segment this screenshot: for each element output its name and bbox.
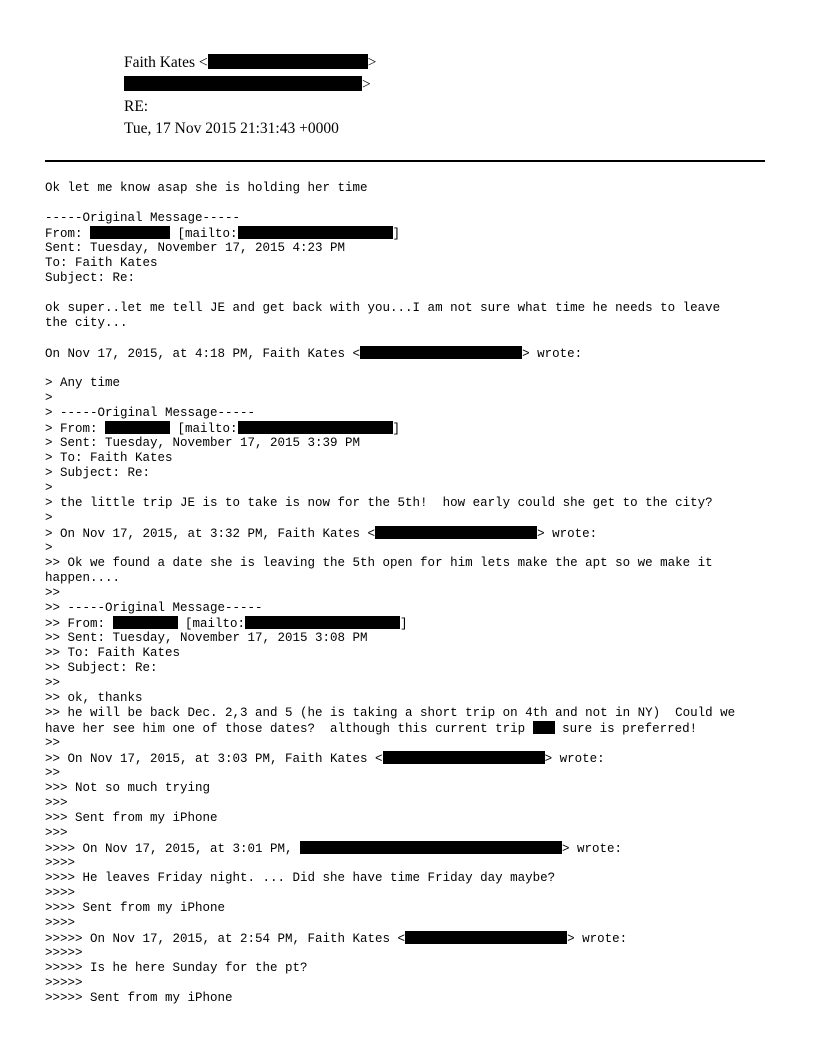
redaction-box bbox=[238, 226, 393, 239]
line-text: ] bbox=[400, 617, 408, 631]
line-text: > wrote: bbox=[544, 752, 605, 766]
subject-value: RE: bbox=[124, 98, 149, 115]
line-text: >>>>> On Nov 17, 2015, at 2:54 PM, Faith Kates < bbox=[45, 932, 406, 946]
redaction-box bbox=[90, 226, 170, 239]
body-line bbox=[45, 346, 775, 361]
line-text: ] bbox=[392, 422, 401, 436]
body-line bbox=[45, 616, 775, 631]
body-line: Sent: Tuesday, November 17, 2015 4:23 PM bbox=[45, 241, 346, 255]
line-text: > wrote: bbox=[567, 932, 628, 946]
body-line: >>>> bbox=[45, 856, 76, 870]
body-line: >>> Not so much trying bbox=[45, 781, 211, 795]
body-line: > Any time bbox=[45, 376, 121, 390]
body-line: >>>> He leaves Friday night. ... Did she have time Friday day maybe? bbox=[45, 871, 556, 885]
line-text: On Nov 17, 2015, at 4:18 PM, Faith Kates < bbox=[45, 347, 361, 361]
from-close: > bbox=[367, 54, 377, 71]
body-line: > To: Faith Kates bbox=[45, 451, 173, 465]
body-line: >>>>> bbox=[45, 946, 83, 960]
body-line: the city... bbox=[45, 316, 128, 330]
body-line: >>>>> bbox=[45, 976, 83, 990]
body-line bbox=[45, 526, 775, 541]
body-line: > -----Original Message----- bbox=[45, 406, 256, 420]
to-close: > bbox=[362, 76, 371, 93]
blank-line bbox=[45, 286, 775, 301]
line-text: > On Nov 17, 2015, at 3:32 PM, Faith Kates < bbox=[45, 527, 376, 541]
from-value bbox=[124, 52, 376, 74]
redaction-box bbox=[238, 421, 393, 434]
redaction-box bbox=[533, 721, 555, 734]
redaction-box bbox=[245, 616, 400, 629]
redaction-box bbox=[124, 76, 362, 91]
body-line: >> bbox=[45, 766, 61, 780]
blank-line bbox=[45, 196, 775, 211]
redaction-box bbox=[300, 841, 562, 854]
line-text: >> From: bbox=[45, 617, 113, 631]
line-text: > wrote: bbox=[562, 842, 623, 856]
body-line: > bbox=[45, 481, 53, 495]
email-body bbox=[45, 181, 775, 1006]
from-name: Faith Kates < bbox=[124, 54, 208, 71]
body-line: > the little trip JE is to take is now for the 5th! how early could she get to the city? bbox=[45, 496, 713, 510]
line-text: sure is preferred! bbox=[554, 722, 698, 736]
body-line: > bbox=[45, 541, 53, 555]
line-text: ] bbox=[392, 227, 401, 241]
redaction-box bbox=[208, 54, 368, 69]
body-line: >> bbox=[45, 586, 61, 600]
line-text: >> On Nov 17, 2015, at 3:03 PM, Faith Kates < bbox=[45, 752, 383, 766]
line-text: [mailto: bbox=[170, 227, 238, 241]
body-line: -----Original Message----- bbox=[45, 211, 241, 225]
body-line: >>>>> Is he here Sunday for the pt? bbox=[45, 961, 308, 975]
body-line: >> Ok we found a date she is leaving the 5th open for him lets make the apt so we make it bbox=[45, 556, 713, 570]
redaction-box bbox=[105, 421, 170, 434]
body-line bbox=[45, 931, 775, 946]
line-text: [mailto: bbox=[170, 422, 238, 436]
body-line: >>> Sent from my iPhone bbox=[45, 811, 218, 825]
line-text: >>>> On Nov 17, 2015, at 3:01 PM, bbox=[45, 842, 301, 856]
body-line: >> bbox=[45, 676, 61, 690]
header-divider bbox=[45, 160, 765, 162]
body-line bbox=[45, 421, 775, 436]
body-line: Subject: Re: bbox=[45, 271, 136, 285]
body-line: happen.... bbox=[45, 571, 121, 585]
body-line bbox=[45, 751, 775, 766]
line-text: > wrote: bbox=[522, 347, 583, 361]
redaction-box bbox=[405, 931, 567, 944]
body-line: >> -----Original Message----- bbox=[45, 601, 263, 615]
body-line: >> Subject: Re: bbox=[45, 661, 158, 675]
body-line: >>> bbox=[45, 826, 68, 840]
body-line bbox=[45, 841, 775, 856]
body-line: >> ok, thanks bbox=[45, 691, 143, 705]
body-line: >> he will be back Dec. 2,3 and 5 (he is taking a short trip on 4th and not in NY) Could we bbox=[45, 706, 736, 720]
date-value: Tue, 17 Nov 2015 21:31:43 +0000 bbox=[124, 120, 339, 137]
body-line: >>>> Sent from my iPhone bbox=[45, 901, 226, 915]
line-text: > From: bbox=[45, 422, 106, 436]
body-line: ok super..let me tell JE and get back with you...I am not sure what time he needs to leave bbox=[45, 301, 721, 315]
body-line: >>>> bbox=[45, 886, 76, 900]
redaction-box bbox=[360, 346, 522, 359]
body-line: > Subject: Re: bbox=[45, 466, 151, 480]
body-line bbox=[45, 226, 775, 241]
body-line: To: Faith Kates bbox=[45, 256, 158, 270]
body-line: > bbox=[45, 391, 53, 405]
to-value bbox=[124, 74, 371, 96]
line-text: [mailto: bbox=[177, 617, 246, 631]
line-text: have her see him one of those dates? although this current trip bbox=[45, 722, 533, 736]
redaction-box bbox=[383, 751, 545, 764]
redaction-box bbox=[375, 526, 537, 539]
line-text: From: bbox=[45, 227, 91, 241]
redaction-box bbox=[113, 616, 178, 629]
body-line: >> bbox=[45, 736, 61, 750]
body-line: >> To: Faith Kates bbox=[45, 646, 181, 660]
blank-line bbox=[45, 361, 775, 376]
blank-line bbox=[45, 331, 775, 346]
body-line: >>>>> Sent from my iPhone bbox=[45, 991, 233, 1005]
body-line bbox=[45, 721, 775, 736]
body-line: >>>> bbox=[45, 916, 76, 930]
body-line: >>> bbox=[45, 796, 68, 810]
body-line: > bbox=[45, 511, 53, 525]
body-line: Ok let me know asap she is holding her time bbox=[45, 181, 368, 195]
body-line: > Sent: Tuesday, November 17, 2015 3:39 PM bbox=[45, 436, 361, 450]
body-line: >> Sent: Tuesday, November 17, 2015 3:08 PM bbox=[45, 631, 368, 645]
line-text: > wrote: bbox=[537, 527, 598, 541]
